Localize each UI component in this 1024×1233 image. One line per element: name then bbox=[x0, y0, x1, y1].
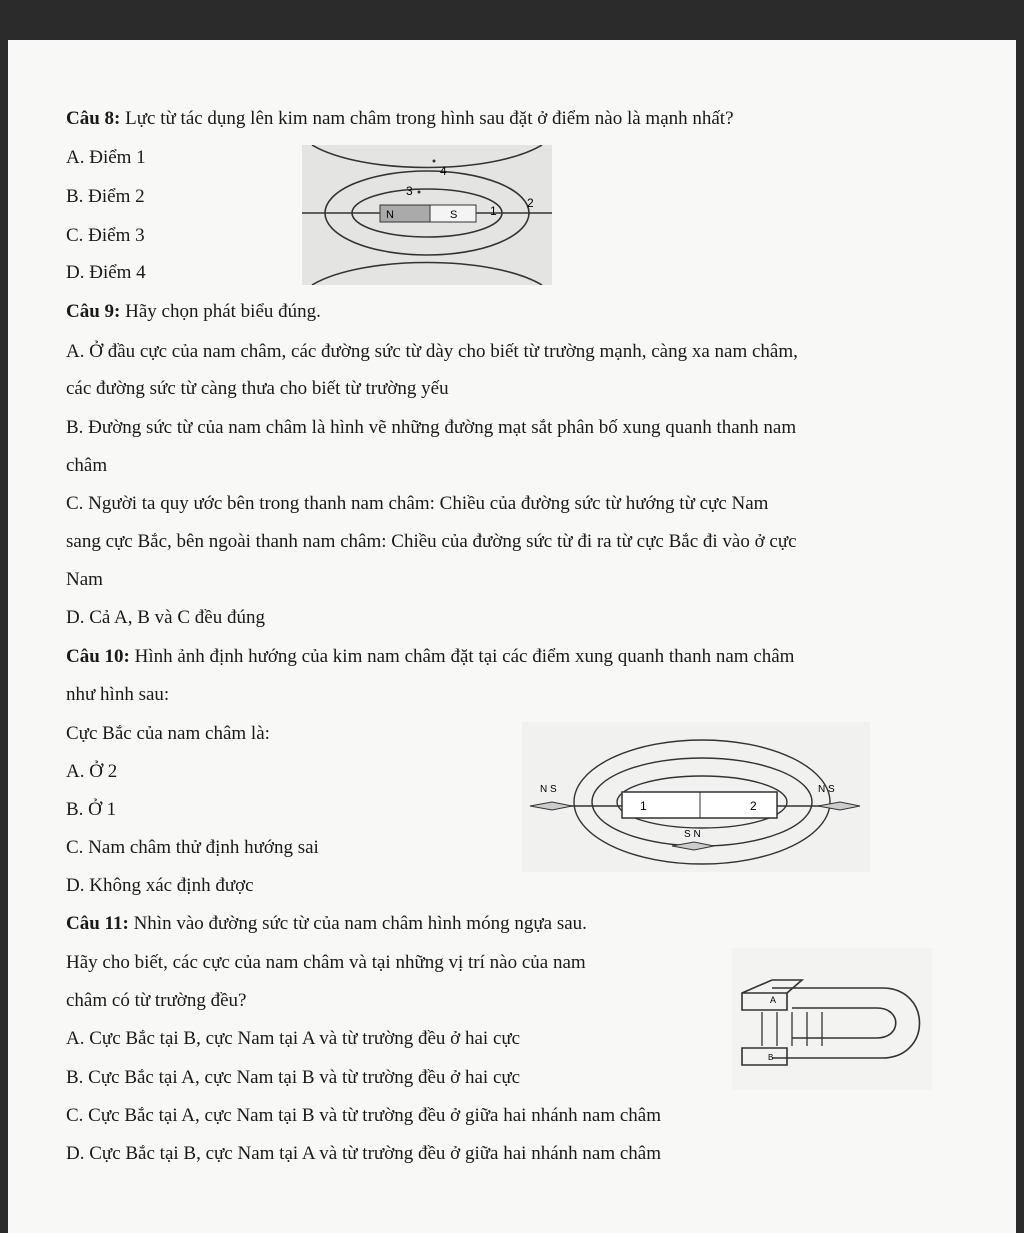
q9-option-c-cont2: Nam bbox=[66, 569, 103, 590]
q9-option-b-cont: châm bbox=[66, 455, 108, 476]
q11-option-c[interactable]: C. Cực Bắc tại A, cực Nam tại B và từ trường đều ở giữa hai nhánh nam châm bbox=[66, 1105, 661, 1126]
q8-option-d[interactable]: D. Điểm 4 bbox=[66, 262, 146, 283]
q8-option-b[interactable]: B. Điểm 2 bbox=[66, 186, 145, 207]
question-9 bbox=[66, 301, 321, 323]
point-3-dot bbox=[418, 191, 421, 194]
question-9-text: Hãy chọn phát biểu đúng. bbox=[125, 301, 321, 322]
q10-option-d[interactable]: D. Không xác định được bbox=[66, 875, 254, 896]
q9-option-c[interactable]: C. Người ta quy ước bên trong thanh nam châm: Chiều của đường sức từ hướng từ cực Nam bbox=[66, 493, 769, 514]
bar-magnet-field-figure-q8 bbox=[302, 145, 552, 285]
point-4-dot bbox=[433, 160, 436, 163]
pole-n-label: N bbox=[386, 209, 394, 221]
arm-b-label: B bbox=[768, 1053, 774, 1062]
question-8-text: Lực từ tác dụng lên kim nam châm trong hình sau đặt ở điểm nào là mạnh nhất? bbox=[125, 108, 734, 129]
bar-magnet-compass-figure-q10 bbox=[522, 722, 870, 872]
point-4-label: 4 bbox=[440, 164, 447, 178]
arm-a-label: A bbox=[770, 995, 777, 1005]
point-1-label: 1 bbox=[490, 204, 497, 218]
end-1-label: 1 bbox=[640, 799, 647, 813]
q9-option-b[interactable]: B. Đường sức từ của nam châm là hình vẽ những đường mạt sắt phân bố xung quanh thanh nam bbox=[66, 417, 797, 438]
question-11 bbox=[66, 913, 587, 935]
question-10-prompt: Cực Bắc của nam châm là: bbox=[66, 723, 270, 744]
end-2-label: 2 bbox=[750, 799, 757, 813]
pole-s-label: S bbox=[450, 209, 458, 221]
question-11-text-cont: Hãy cho biết, các cực của nam châm và tại những vị trí nào của nam bbox=[66, 952, 586, 973]
question-10-label: Câu 10: bbox=[66, 646, 130, 667]
q11-option-d[interactable]: D. Cực Bắc tại B, cực Nam tại A và từ trường đều ở giữa hai nhánh nam châm bbox=[66, 1143, 661, 1164]
question-10-text: Hình ảnh định hướng của kim nam châm đặt tại các điểm xung quanh thanh nam châm bbox=[134, 646, 795, 667]
q11-option-b[interactable]: B. Cực Bắc tại A, cực Nam tại B và từ trường đều ở hai cực bbox=[66, 1067, 521, 1088]
q10-option-a[interactable]: A. Ở 2 bbox=[66, 761, 118, 782]
top-border bbox=[0, 0, 1024, 40]
left-needle-label: N S bbox=[540, 784, 557, 795]
q9-option-a-cont: các đường sức từ càng thưa cho biết từ trường yếu bbox=[66, 378, 449, 399]
q8-option-a[interactable]: A. Điểm 1 bbox=[66, 147, 146, 168]
right-needle-label: N S bbox=[818, 784, 835, 795]
question-10 bbox=[66, 646, 794, 668]
question-11-text: Nhìn vào đường sức từ của nam châm hình móng ngựa sau. bbox=[133, 913, 587, 934]
q10-option-c[interactable]: C. Nam châm thử định hướng sai bbox=[66, 837, 319, 858]
question-9-label: Câu 9: bbox=[66, 301, 121, 322]
question-8-label: Câu 8: bbox=[66, 108, 121, 129]
horseshoe-magnet-figure-q11 bbox=[732, 948, 932, 1090]
q11-option-a[interactable]: A. Cực Bắc tại B, cực Nam tại A và từ trường đều ở hai cực bbox=[66, 1028, 521, 1049]
q8-option-c[interactable]: C. Điểm 3 bbox=[66, 225, 145, 246]
bottom-needle-label: S N bbox=[684, 829, 701, 840]
q10-option-b[interactable]: B. Ở 1 bbox=[66, 799, 117, 820]
question-11-label: Câu 11: bbox=[66, 913, 129, 934]
q9-option-a[interactable]: A. Ở đầu cực của nam châm, các đường sức từ dày cho biết từ trường mạnh, càng xa nam châm, bbox=[66, 341, 798, 362]
q9-option-c-cont: sang cực Bắc, bên ngoài thanh nam châm: Chiều của đường sức từ đi ra từ cực Bắc đi vào ở cực bbox=[66, 531, 797, 552]
question-8 bbox=[66, 108, 734, 130]
question-11-text-cont2: châm có từ trường đều? bbox=[66, 990, 247, 1011]
question-10-text-cont: như hình sau: bbox=[66, 684, 170, 705]
point-2-label: 2 bbox=[527, 196, 534, 210]
point-3-label: 3 bbox=[406, 184, 413, 198]
q9-option-d[interactable]: D. Cả A, B và C đều đúng bbox=[66, 607, 265, 628]
